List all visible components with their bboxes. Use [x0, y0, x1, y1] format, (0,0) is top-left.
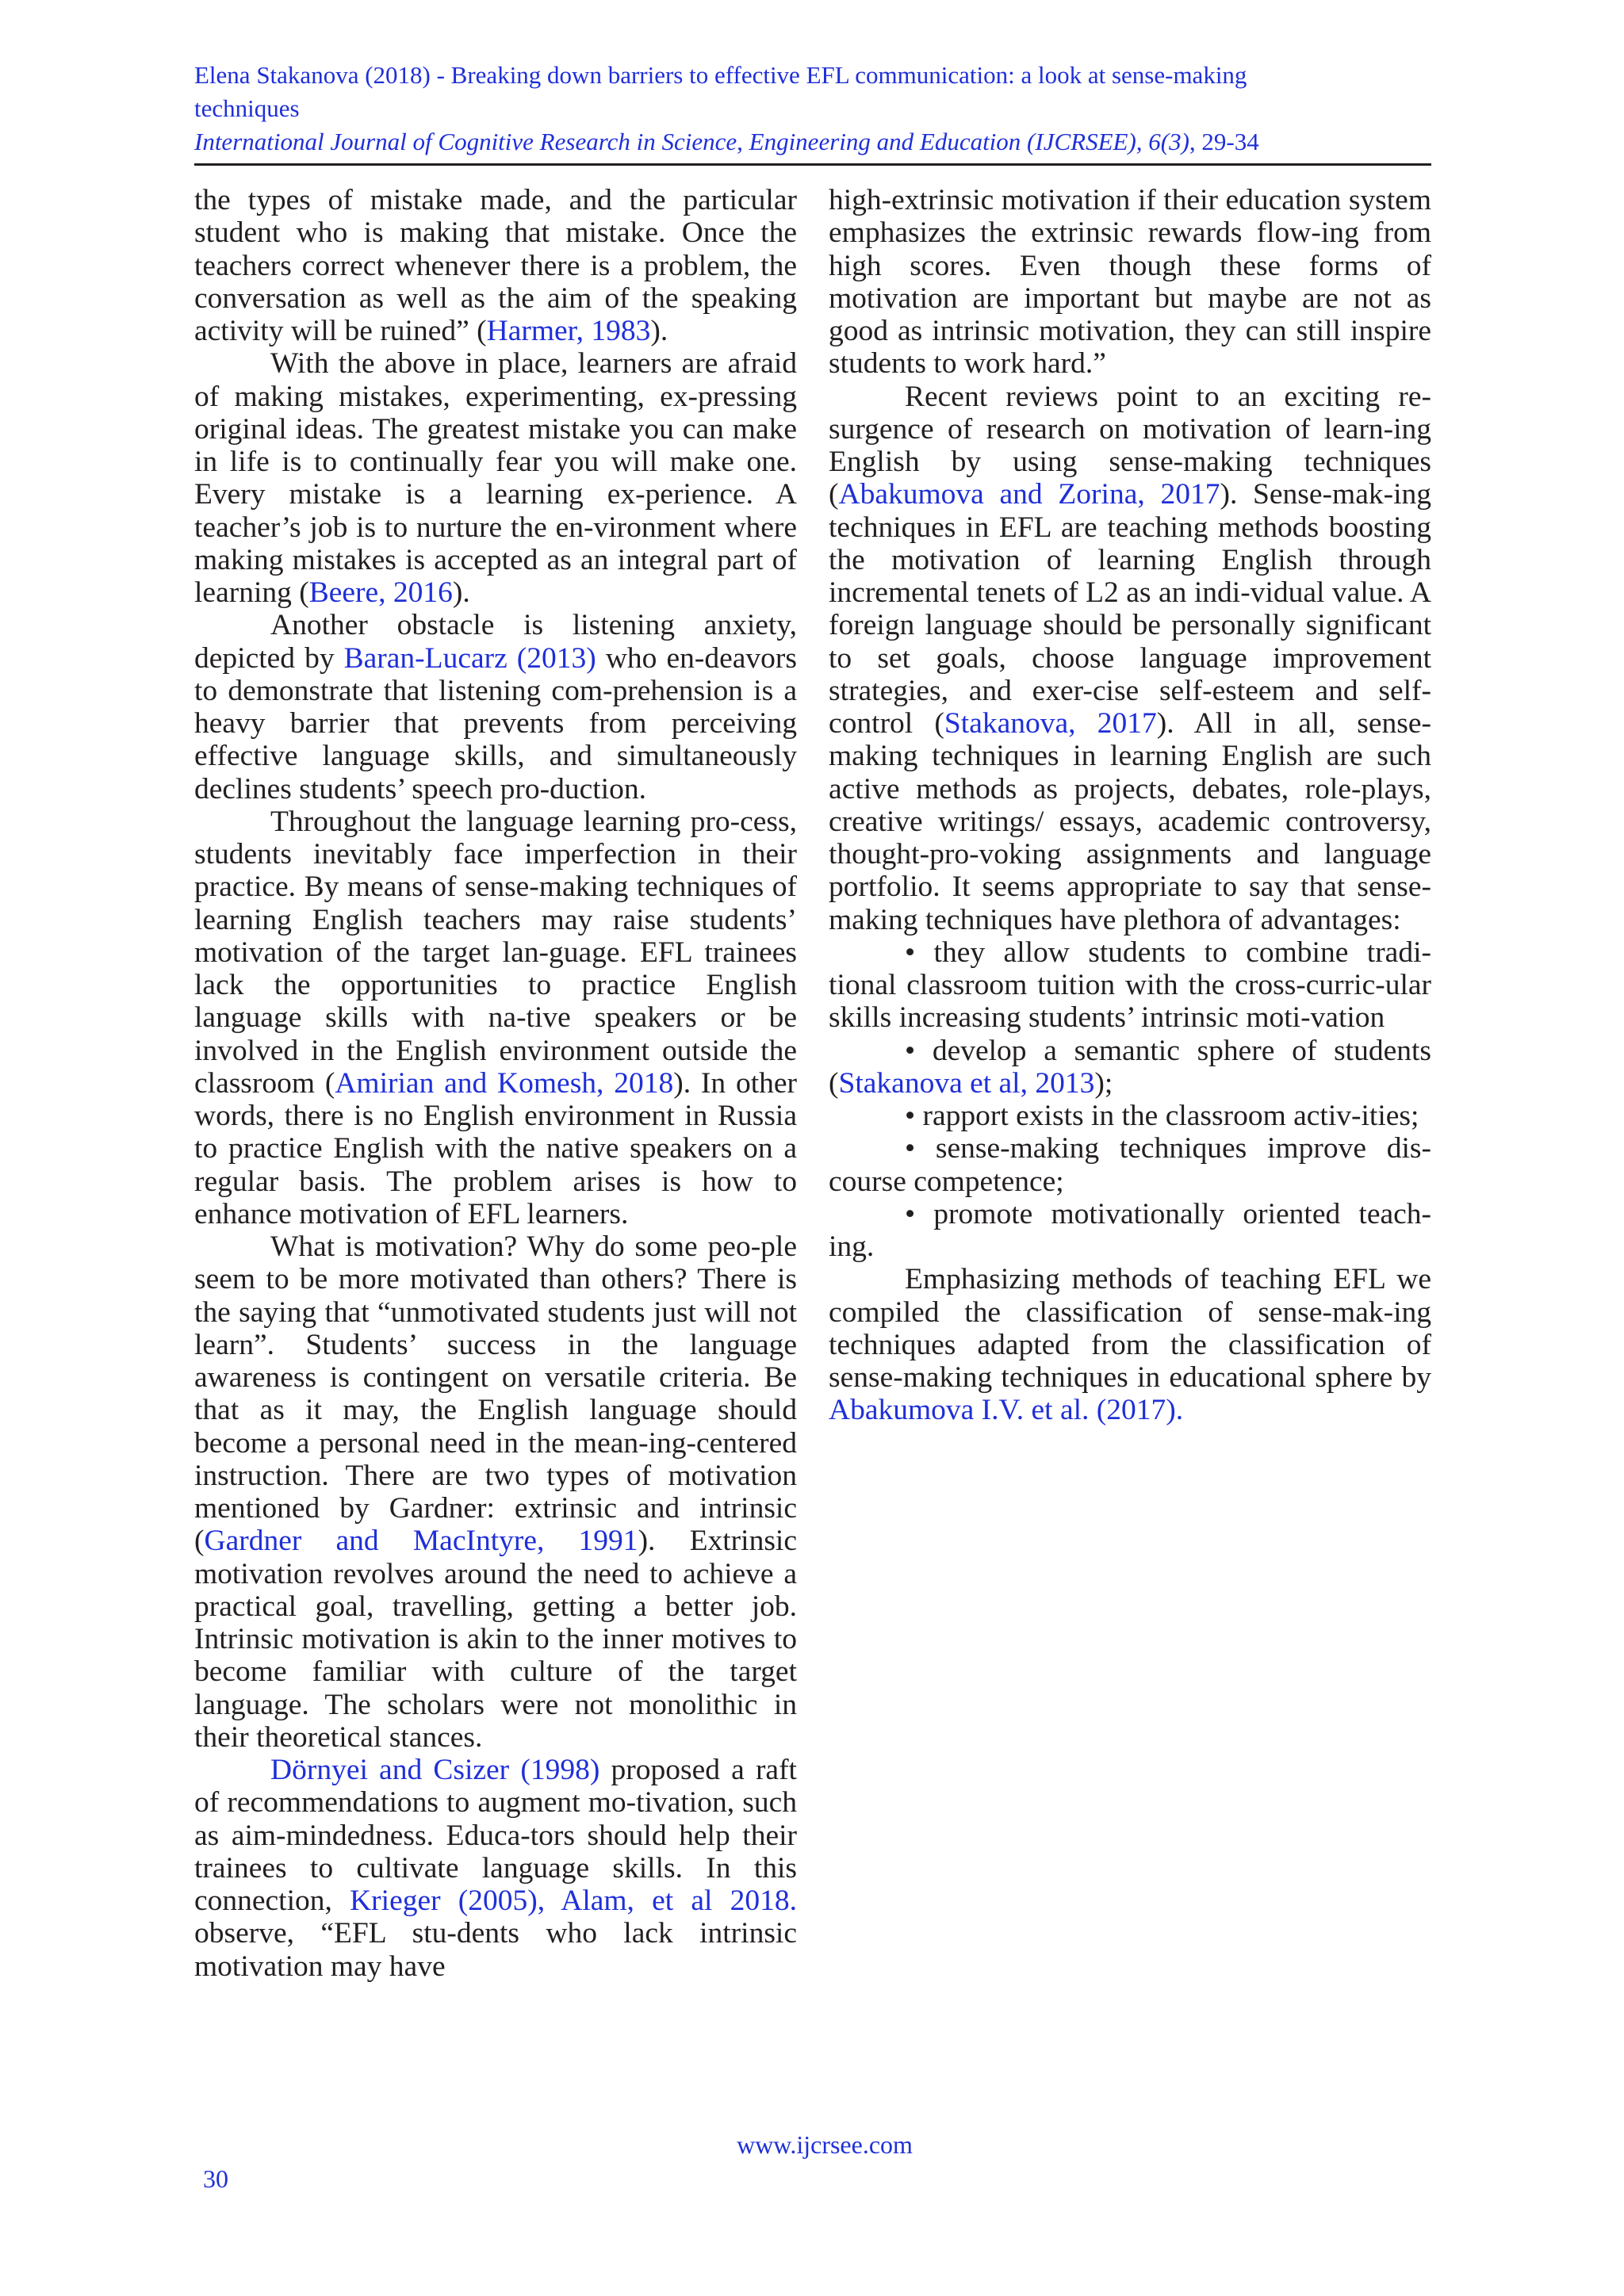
paragraph	[829, 1263, 1431, 1426]
bullet-item: • rapport exists in the classroom activ-ities;	[905, 1100, 1419, 1132]
bullet-item	[829, 1035, 1431, 1100]
paragraph-text: • develop a semantic sphere of students	[905, 1034, 1431, 1067]
paragraph-text: (	[829, 1066, 839, 1100]
header-journal-line	[194, 125, 1431, 159]
paragraph-text: ). Extrinsic motivation revolves around the need to achieve a practical goal, travelling, getting a better job. Intrinsic motivation is akin to the inner motives to become familiar with culture of the target language. The scholars were not monolithic in their theoretical stances.	[194, 1525, 797, 1754]
paragraph	[829, 184, 1431, 381]
citation-link[interactable]: Beere, 2016	[308, 576, 453, 609]
paragraph-text: What is motivation? Why do some peo-ple seem to be more motivated than others? There is the saying that “unmotivated students just will not learn”. Students’ success in the language awareness is contingent on versatile criteria. Be that as it may, the English language should become a personal need in the mean-ing-centered instruction. There are two types of motivation mentioned by Gardner: extrinsic and intrinsic (	[194, 1230, 797, 1558]
paragraph-text: observe, “EFL stu-dents who lack intrinsic motivation may have	[194, 1917, 797, 1983]
paragraph-text: the types of mistake made, and the particular student who is making that mistake. Once the teachers correct whenever there is a problem, the conversation as well as the aim of the speaking activity will be ruined” (	[194, 184, 797, 347]
bullet-item: • they allow students to combine tradi-tional classroom tuition with the cross-curric-ular skills increasing students’ intrinsic moti-vation	[829, 936, 1431, 1035]
paragraph	[194, 1230, 797, 1754]
paragraph-text: high-extrinsic motivation if their education system emphasizes the extrinsic rewards flow-ing from high scores. Even though these forms of motivation are important but maybe are not as good as intrinsic motivation, they can still inspire students to work hard.”	[829, 184, 1431, 381]
page-number: 30	[203, 2164, 228, 2193]
header-authors-year: Elena Stakanova (2018) -	[194, 61, 451, 89]
running-header	[194, 59, 1431, 159]
paragraph-text: With the above in place, learners are afraid of making mistakes, experimenting, ex-pressing original ideas. The greatest mistake you can make in life is to continually fear you will make one. Every mistake is a learning ex-perience. A teacher’s job is to nurture the en-vironment where making mistakes is accepted as an integral part of learning (	[194, 347, 797, 609]
bullet-item: • sense-making techniques improve dis-course competence;	[829, 1132, 1431, 1198]
citation-link[interactable]: Stakanova et al, 2013	[838, 1066, 1095, 1100]
citation-link[interactable]: Krieger (2005), Alam, et al 2018.	[350, 1885, 797, 1917]
citation-link[interactable]: Abakumova and Zorina, 2017	[838, 478, 1220, 511]
citation-link[interactable]: Abakumova I.V. et al. (2017).	[829, 1394, 1184, 1427]
paragraph-text: );	[1094, 1066, 1113, 1100]
citation-link[interactable]: Baran-Lucarz (2013)	[343, 641, 596, 675]
paragraph-text: ). Sense-mak-ing techniques in EFL are teaching methods boosting the motivation of learning English through incremental tenets of L2 as an indi-vidual value. A foreign language should be personally significant to set goals, choose language improvement strategies, and exer-cise self-esteem and self-control (	[829, 478, 1432, 740]
header-article-title[interactable]: Breaking down barriers to effective EFL communication: a look at sense-making	[450, 61, 1247, 89]
header-article-title-end[interactable]: techniques	[194, 94, 300, 122]
paragraph	[194, 1754, 797, 1983]
footer-website-link[interactable]: www.ijcrsee.com	[737, 2130, 913, 2159]
citation-link[interactable]: Amirian and Komesh, 2018	[335, 1066, 674, 1100]
paragraph-text: ). All in all, sense-making techniques in learning English are such active methods as projects, debates, role-plays, creative writings/ essays, academic controversy, thought-pro-voking assignments and language portfolio. It seems appropriate to say that sense-making techniques have plethora of advantages:	[829, 707, 1431, 936]
header-citation-continued	[194, 92, 1431, 125]
paragraph-text: Throughout the language learning pro-cess, students inevitably face imperfection in their practice. By means of sense-making techniques of learning English teachers may raise students’ motivation of the target lan-guage. EFL trainees lack the opportunities to practice English language skills with na-tive speakers or be involved in the English environment outside the classroom (	[194, 805, 797, 1100]
header-pages: , 29-34	[1189, 128, 1259, 155]
header-journal-name[interactable]: International Journal of Cognitive Research in Science, Engineering and Education (IJCRSEE), 6(3)	[194, 128, 1189, 155]
paragraph-text: Emphasizing methods of teaching EFL we compiled the classification of sense-mak-ing techniques adapted from the classification of sense-making techniques in educational sphere by	[829, 1263, 1431, 1394]
header-divider	[194, 163, 1431, 166]
paragraph-text: proposed a raft of recommendations to augment mo-tivation, such as aim-mindedness. Educa-tors should help their trainees to cultivate language skills. In this connection,	[194, 1754, 797, 1917]
paragraph-text: ). In other words, there is no English environment in Russia to practice English with the native speakers on a regular basis. The problem arises is how to enhance motivation of EFL learners.	[194, 1066, 797, 1230]
paragraph	[194, 806, 797, 1230]
paragraph-text: Recent reviews point to an exciting re-surgence of research on motivation of learn-ing English by using sense-making techniques (	[829, 380, 1431, 511]
right-column	[829, 184, 1431, 1427]
paragraph	[194, 184, 797, 347]
paragraph	[194, 609, 797, 806]
paragraph	[829, 381, 1431, 936]
paragraph-text: who en-deavors to demonstrate that listening com-prehension is a heavy barrier that prevents from perceiving effective language skills, and simultaneously declines students’ speech pro-duction.	[194, 641, 797, 806]
left-column	[194, 184, 797, 1983]
citation-link[interactable]: Dörnyei and Csizer (1998)	[270, 1754, 600, 1786]
citation-link[interactable]: Gardner and MacIntyre, 1991	[204, 1525, 638, 1558]
paragraph-text: Another obstacle is listening anxiety, depicted by	[194, 609, 797, 675]
paragraph-text: ).	[452, 576, 470, 609]
paragraph	[194, 347, 797, 609]
header-citation	[194, 59, 1431, 92]
citation-link[interactable]: Harmer, 1983	[486, 315, 651, 347]
citation-link[interactable]: Stakanova, 2017	[944, 707, 1157, 740]
bullet-item: • promote motivationally oriented teach-ing.	[829, 1197, 1431, 1263]
paragraph-text: ).	[650, 315, 668, 347]
